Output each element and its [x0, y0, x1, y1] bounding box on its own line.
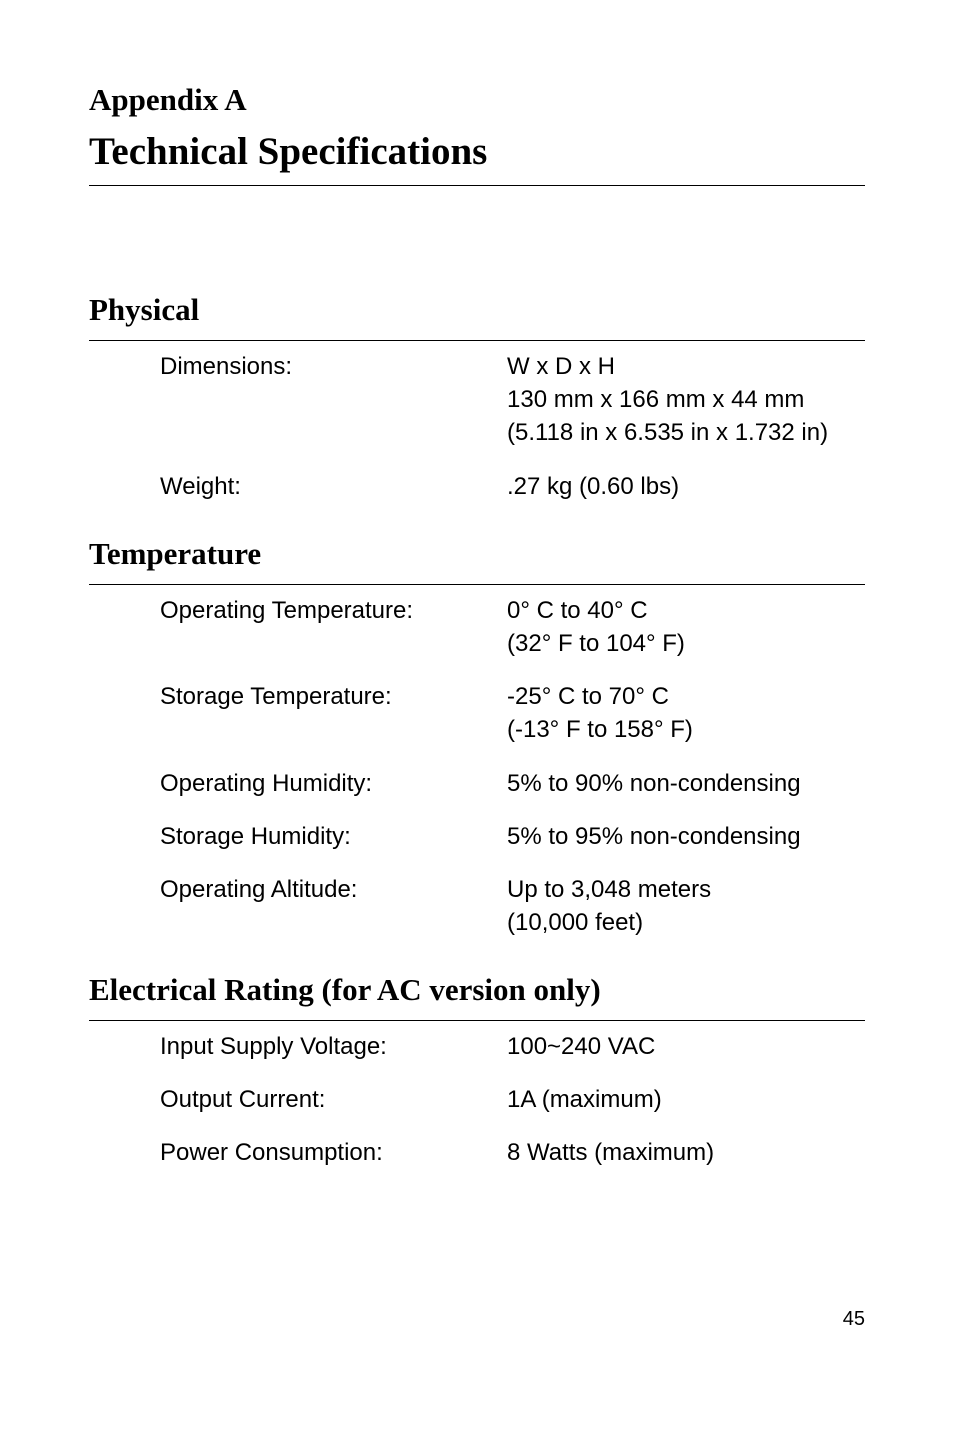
spec-label-operating-temperature: Operating Temperature: — [160, 597, 414, 624]
spec-value-operating-temperature — [507, 594, 685, 660]
spec-value-line: W x D x H — [507, 353, 615, 380]
spec-value-line: 8 Watts (maximum) — [507, 1139, 715, 1166]
section-heading-temperature: Temperature — [89, 536, 262, 571]
spec-value-line: (10,000 feet) — [507, 909, 644, 936]
section-heading-electrical: Electrical Rating (for AC version only) — [89, 972, 601, 1007]
spec-value-line: (32° F to 104° F) — [507, 630, 685, 657]
spec-value-operating-humidity — [507, 767, 801, 800]
spec-value-power-consumption — [507, 1136, 714, 1169]
spec-label-output-current: Output Current: — [160, 1086, 326, 1113]
section-heading-physical: Physical — [89, 292, 200, 327]
section-divider-electrical — [89, 1020, 865, 1021]
spec-value-storage-humidity — [507, 820, 801, 853]
spec-value-output-current — [507, 1083, 662, 1116]
spec-value-line: 5% to 90% non-condensing — [507, 770, 801, 797]
page-number: 45 — [842, 1308, 865, 1330]
appendix-label: Appendix A — [89, 82, 247, 117]
spec-label-storage-humidity: Storage Humidity: — [160, 823, 351, 850]
spec-value-line: 0° C to 40° C — [507, 597, 648, 624]
spec-value-line: Up to 3,048 meters — [507, 876, 712, 903]
spec-value-input-supply-voltage — [507, 1030, 655, 1063]
spec-label-dimensions: Dimensions: — [160, 353, 293, 380]
spec-value-storage-temperature — [507, 680, 693, 746]
spec-value-line: .27 kg (0.60 lbs) — [507, 473, 680, 500]
spec-value-line: 1A (maximum) — [507, 1086, 662, 1113]
spec-value-weight — [507, 470, 679, 503]
spec-value-line: (5.118 in x 6.535 in x 1.732 in) — [507, 419, 829, 446]
spec-value-line: 5% to 95% non-condensing — [507, 823, 801, 850]
spec-label-operating-altitude: Operating Altitude: — [160, 876, 358, 903]
spec-value-dimensions — [507, 350, 828, 449]
title-divider — [89, 185, 865, 186]
spec-label-input-supply-voltage: Input Supply Voltage: — [160, 1033, 387, 1060]
chapter-title: Technical Specifications — [89, 130, 488, 173]
spec-value-line: -25° C to 70° C — [507, 683, 669, 710]
spec-value-line: 100~240 VAC — [507, 1033, 656, 1060]
spec-label-storage-temperature: Storage Temperature: — [160, 683, 392, 710]
spec-value-operating-altitude — [507, 873, 711, 939]
spec-label-weight: Weight: — [160, 473, 241, 500]
section-divider-physical — [89, 340, 865, 341]
spec-value-line: (-13° F to 158° F) — [507, 716, 693, 743]
spec-value-line: 130 mm x 166 mm x 44 mm — [507, 386, 805, 413]
section-divider-temperature — [89, 584, 865, 585]
spec-label-power-consumption: Power Consumption: — [160, 1139, 383, 1166]
spec-label-operating-humidity: Operating Humidity: — [160, 770, 373, 797]
